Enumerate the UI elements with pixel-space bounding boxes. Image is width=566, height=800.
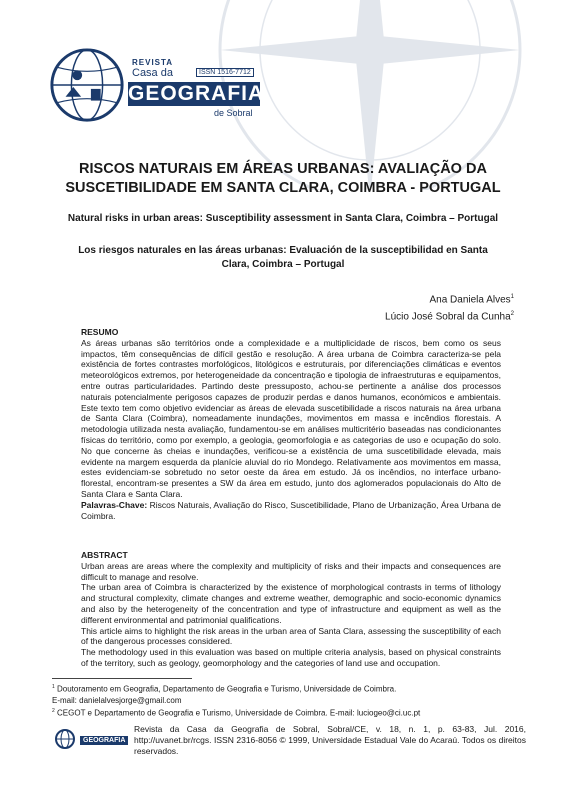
citation-footer: Revista da Casa da Geografia de Sobral, Sobral/CE, v. 18, n. 1, p. 63-83, Jul. 2016, http://uvanet.br/rcgs. ISSN 2316-8056 © 1999, Universidade Estadual Vale do Acaraú. Todos os direitos reservados. [134,724,526,756]
footnote-1: $^1$ Doutoramento em Geografia, Departamento de Geografia e Turismo, Universidade de Coimbra. [52,684,397,694]
footer-logo-label: GEOGRAFIA [80,736,128,745]
footnote-1-email: E-mail: danielalvesjorge@gmail.com [52,695,182,705]
resumo-text: As áreas urbanas são territórios onde a complexidade e a multiplicidade de riscos, bem como os seus impactos, têm consequências de difícil gestão e resolução. A área urbana de Coimbra caracteriza-se pela existência de fortes contrastes morfológicos, litológicos e estruturais, por diferenciações climáticas e eventos meteorológicos extremos, por heterogeneidade da concentração e tipologia de infraestruturas e equipamentos, entre outras particularidades. Partindo deste pressuposto, achou-se pertinente a análise dos processos naturais potencialmente perigosos capazes de produzir perdas e danos humanos, económicos e ambientais. Este texto tem como objetivo evidenciar as áreas de elevada suscetibilidade a riscos naturais na área urbana de Santa Clara (Coimbra), nomeadamente inundações, movimentos em massa e incêndios florestais. A metodologia utilizada nesta avaliação, fundamentou-se em análises multicritério baseadas nas condicionantes físicas do território, como por exemplo, a geologia, geomorfologia e as categorias de uso e ocupação do solo. No que concerne às cheias e inundações, verificou-se a existência de uma suscetibilidade elevada, mais evidente na margem esquerda da planície aluvial do rio Mondego. Relativamente aos movimentos em massa, estes evidenciam-se sobretudo no setor oeste da área em estudo. Já os incêndios, no interface urbano-florestal, encontram-se presentes a SW da área em estudo, junto dos aglomerados populacionais do Alto de Santa Clara e Santa Clara. [81,337,501,499]
journal-geografia-banner: GEOGRAFIA [128,82,265,105]
paper-title: RISCOS NATURAIS EM ÁREAS URBANAS: AVALIAÇÃO DA SUSCETIBILIDADE EM SANTA CLARA, COIMBRA - PORTUGAL [65,161,501,196]
journal-sobral-label: de Sobral [214,108,253,118]
journal-header [44,40,274,130]
footnotes [52,682,512,718]
abstract-heading: ABSTRACT [81,550,128,560]
abstract-section [81,550,501,669]
footnote-divider [52,678,192,679]
journal-casa-label: Casa da [132,67,173,79]
footnote-2: $^2$ CEGOT e Departamento de Geografia e Turismo, Universidade de Coimbra. E-mail: luciogeo@ci.uc.pt [52,707,421,718]
keywords [81,500,501,522]
journal-issn: ISSN 1516-7712 [196,68,254,77]
abstract-paragraph: The urban area of Coimbra is characterized by the existence of morphological contrasts in terms of lithology and structural complexity, climate changes and extreme weather, demographic and socio-economic dynamics and also by the heterogeneity of the concentration and type of infrastructure and equipment as well as the different environmental and patrimonial qualifications. [81,582,501,625]
keywords-label: Palavras-Chave: [81,499,148,510]
author-1: Ana Daniela Alves$^1$ [429,294,514,306]
keywords-list: Riscos Naturais, Avaliação do Risco, Suscetibilidade, Plano de Urbanização, Área Urbana de Coimbra. [81,499,501,521]
abstract-paragraph: Urban areas are areas where the complexity and multiplicity of risks and their impacts and consequences are difficult to manage and resolve. [81,560,501,582]
resumo-heading: RESUMO [81,327,119,337]
paper-subtitle-es: Los riesgos naturales en las áreas urbanas: Evaluación de la susceptibilidad en Santa Clara, Coimbra – Portugal [78,245,488,270]
resumo-section [81,327,501,521]
abstract-paragraph: The methodology used in this evaluation was based on multiple criteria analysis, based on physical constraints of the territory, such as geology, geomorphology and the categories of land use and occupation. [81,647,501,668]
paper-subtitle-en: Natural risks in urban areas: Susceptibility assessment in Santa Clara, Coimbra – Portugal [67,213,499,224]
author-list [385,290,514,325]
abstract-paragraph: This article aims to highlight the risk areas in the urban area of Santa Clara, assessing the susceptibility of each of the dangerous processes considered. [81,625,501,647]
author-2: Lúcio José Sobral da Cunha$^2$ [385,311,514,323]
journal-revista-label: REVISTA [132,58,174,67]
globe-logo-icon [48,46,126,124]
